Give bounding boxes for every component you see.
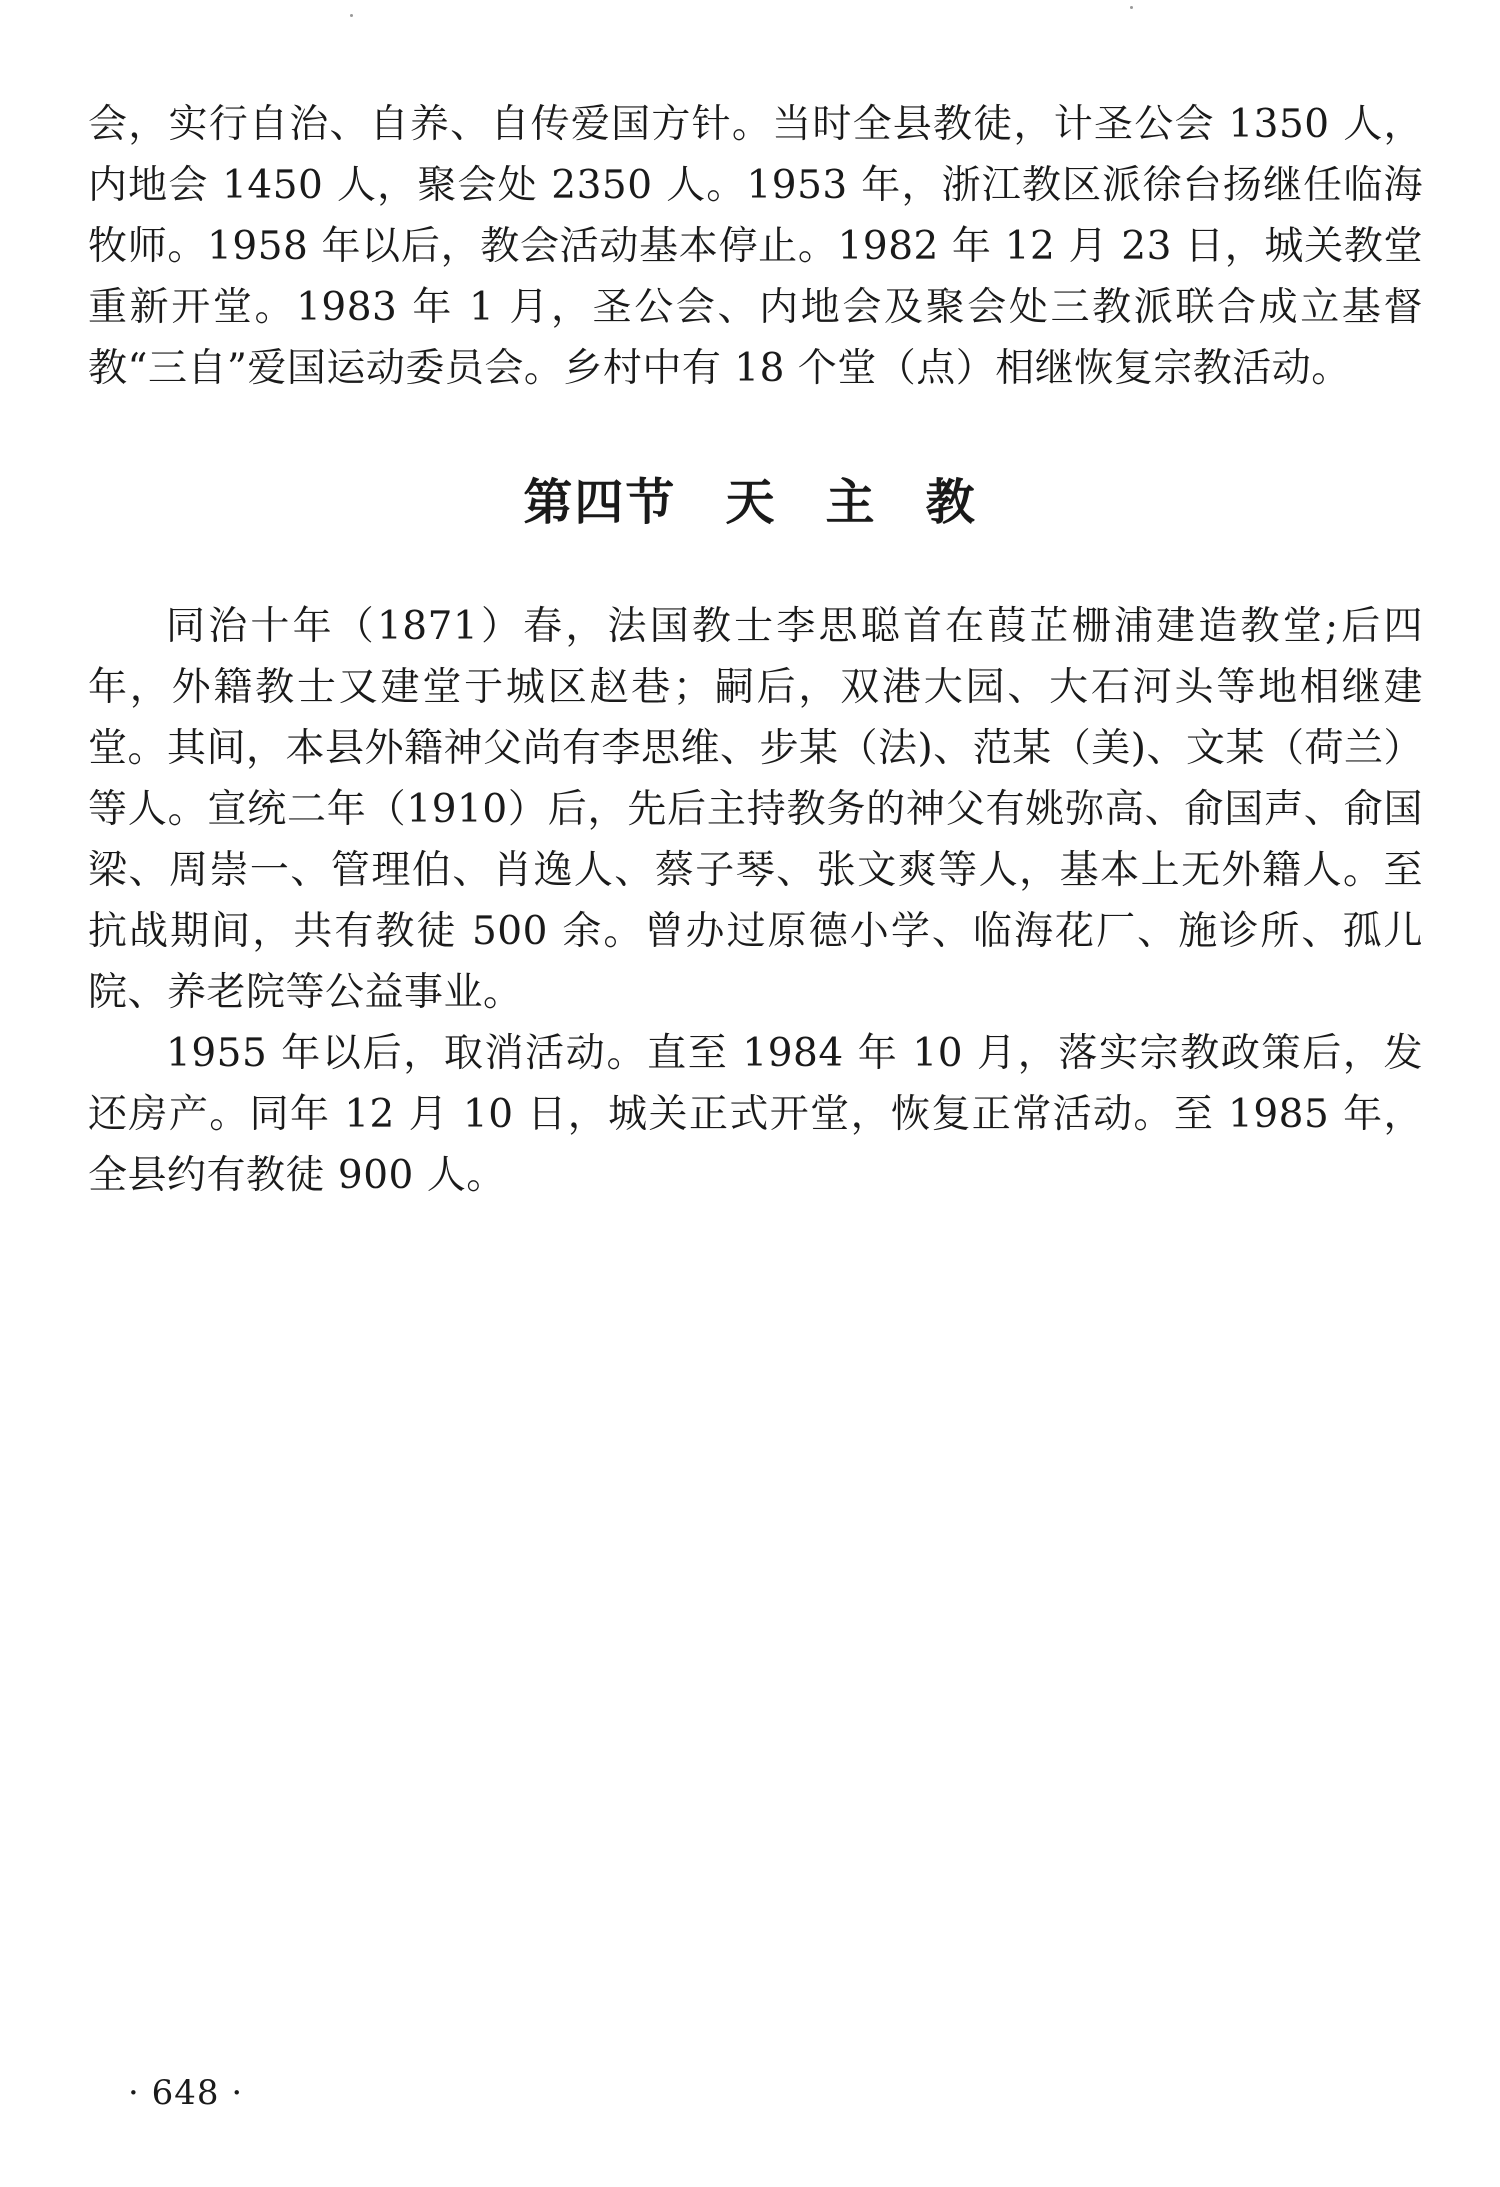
page-number: · 648 · — [128, 2073, 244, 2113]
section-title: 第四节 天 主 教 — [523, 473, 977, 531]
section-paragraph-1: 同治十年（1871）春，法国教士李思聪首在葭芷栅浦建造教堂;后四年，外籍教士又建堂于城区赵巷；嗣后，双港大园、大石河头等地相继建堂。其间，本县外籍神父尚有李思维、步某（法)、范某（美)、文某（荷兰）等人。宣统二年（1910）后，先后主持教务的神父有姚弥高、俞国声、俞国梁、周崇一、管理伯、肖逸人、蔡子琴、张文爽等人，基本上无外籍人。至抗战期间，共有教徒 500 余。曾办过原德小学、临海花厂、施诊所、孤儿院、养老院等公益事业。 — [88, 604, 1423, 1015]
section-body — [88, 596, 1423, 1206]
scan-speck — [350, 14, 353, 17]
continuation-paragraph: 会，实行自治、自养、自传爱国方针。当时全县教徒，计圣公会 1350 人，内地会 1450 人，聚会处 2350 人。1953 年，浙江教区派徐台扬继任临海牧师。1958 年以后，教会活动基本停止。1982 年 12 月 23 日，城关教堂重新开堂。1983 年 1 月，圣公会、内地会及聚会处三教派联合成立基督教“三自”爱国运动委员会。乡村中有 18 个堂（点）相继恢复宗教活动。 — [88, 102, 1423, 391]
section-paragraph-2: 1955 年以后，取消活动。直至 1984 年 10 月，落实宗教政策后，发还房产。同年 12 月 10 日，城关正式开堂，恢复正常活动。至 1985 年，全县约有教徒 900 人。 — [88, 1031, 1423, 1198]
continuation-section — [88, 94, 1423, 399]
scan-speck — [1130, 6, 1133, 9]
